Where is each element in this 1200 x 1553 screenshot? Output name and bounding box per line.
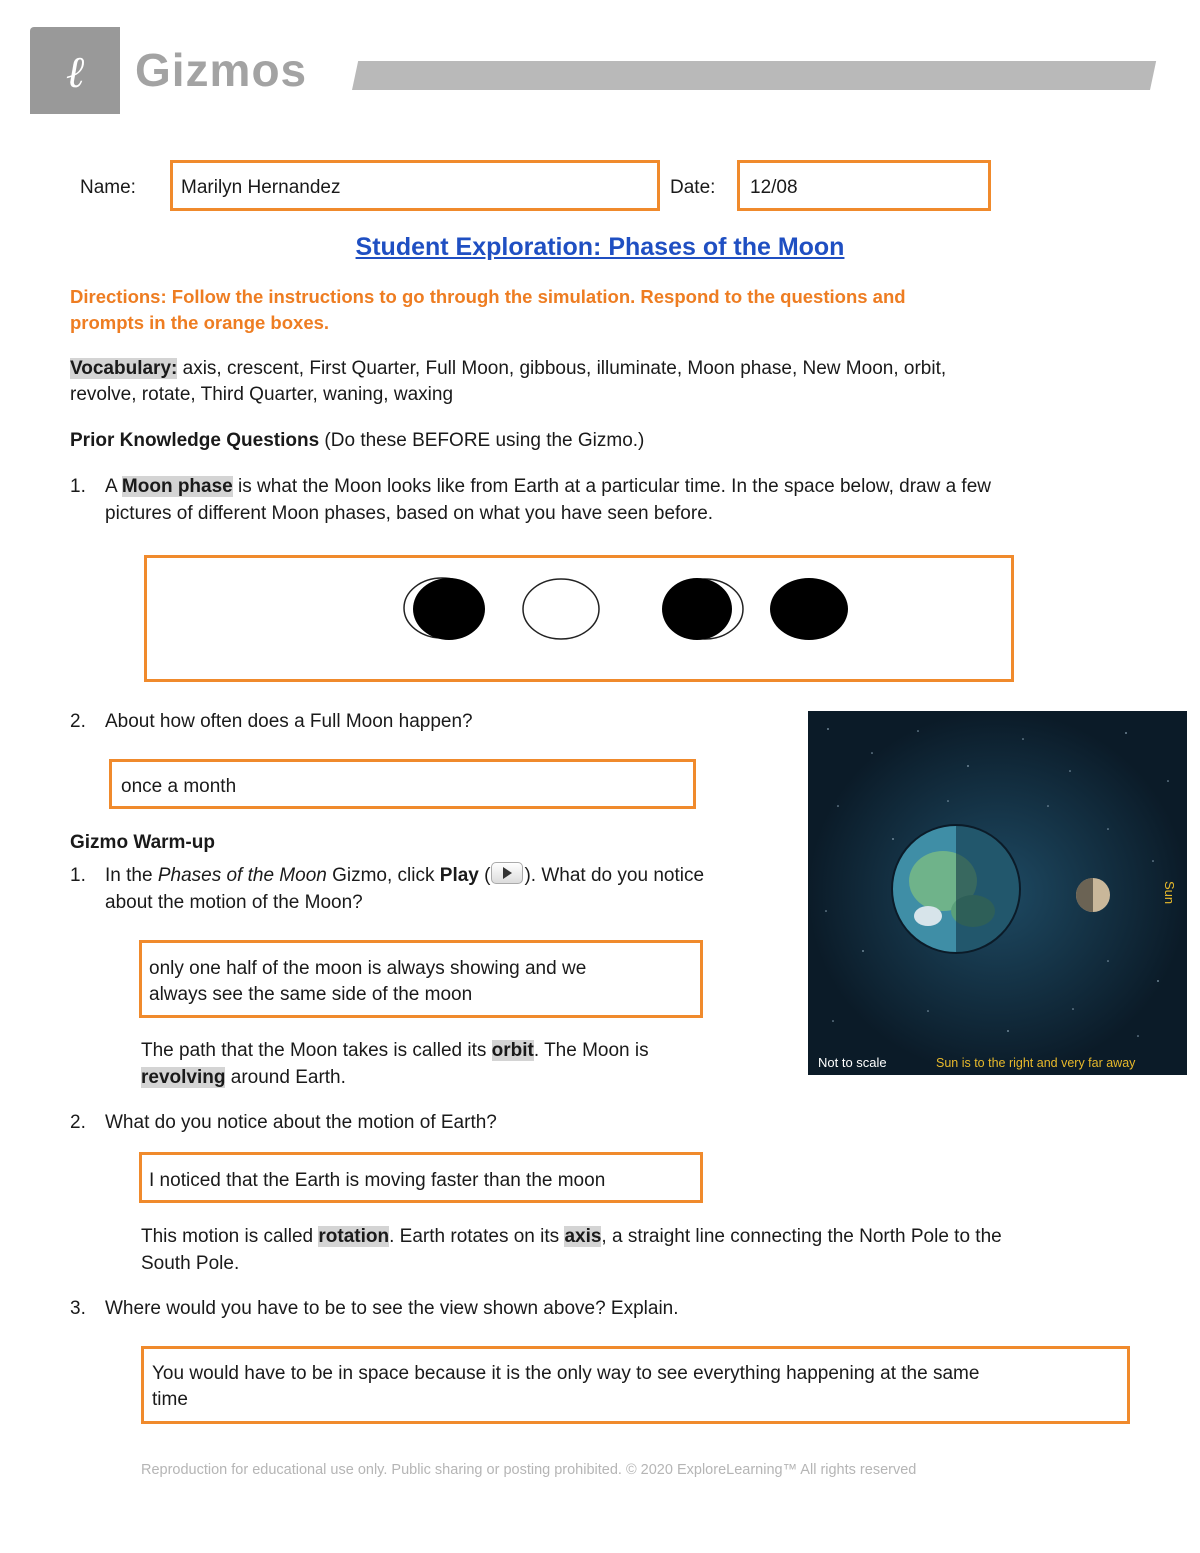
- logo-glyph: ℓ: [65, 47, 85, 98]
- moon-motion-answer-line-2: always see the same side of the moon: [149, 984, 473, 1005]
- logo-hand-icon: [30, 27, 120, 114]
- moon-motion-answer-line-1: only one half of the moon is always showing and we: [149, 958, 587, 979]
- question-number: 1.: [70, 476, 86, 497]
- directions-line-1: Directions: Follow the instructions to go through the simulation. Respond to the questions and: [70, 286, 906, 307]
- warmup-q3-text: Where would you have to be to see the view shown above? Explain.: [105, 1298, 679, 1319]
- prior-q1-post: is what the Moon looks like from Earth at a particular time. In the space below, draw a few: [232, 476, 991, 497]
- warmup-heading: Gizmo Warm-up: [70, 832, 215, 853]
- view-location-answer-box[interactable]: [141, 1346, 1130, 1424]
- term-revolving: revolving: [141, 1067, 226, 1088]
- date-field[interactable]: [737, 160, 991, 211]
- rotation-info-mid: . Earth rotates on its: [389, 1226, 565, 1247]
- header-bar: [352, 61, 1156, 90]
- orbit-info-pre: The path that the Moon takes is called its: [141, 1040, 492, 1061]
- play-word: Play: [439, 865, 479, 886]
- date-value: 12/08: [750, 177, 798, 198]
- new-moon-drawing: [770, 578, 848, 640]
- gizmos-logo: [30, 27, 120, 114]
- term-orbit: orbit: [491, 1040, 534, 1061]
- full-moon-answer: once a month: [121, 776, 237, 797]
- prior-knowledge-title: Prior Knowledge Questions: [70, 430, 320, 451]
- warmup-q1-line-2: about the motion of the Moon?: [105, 892, 363, 913]
- question-number: 2.: [70, 711, 86, 732]
- play-button-icon: [491, 862, 523, 884]
- prior-q1-line-1: [105, 473, 991, 500]
- waxing-crescent-drawing: [662, 578, 743, 640]
- moon: [1076, 878, 1110, 912]
- orbit-info-post: around Earth.: [225, 1067, 346, 1088]
- moon-drawings: [147, 558, 1011, 679]
- warmup-q1-mid: Gizmo, click: [326, 865, 440, 886]
- term-axis: axis: [564, 1226, 602, 1247]
- term-moon-phase: Moon phase: [121, 476, 233, 497]
- full-moon-drawing: [523, 579, 599, 639]
- gizmo-name: Phases of the Moon: [157, 865, 327, 886]
- waning-crescent-drawing: [404, 578, 485, 640]
- prior-q1-line-2: pictures of different Moon phases, based on what you have seen before.: [105, 503, 714, 524]
- term-rotation: rotation: [318, 1226, 390, 1247]
- warmup-q1-pre: In the: [105, 865, 158, 886]
- view-location-answer-line-2: time: [152, 1389, 188, 1410]
- vocabulary-label: Vocabulary:: [70, 358, 178, 379]
- rotation-info-post: , a straight line connecting the North Pole to the: [601, 1226, 1002, 1247]
- footer-copyright: Reproduction for educational use only. Public sharing or posting prohibited. © 2020 ExploreLearning™ All rights reserved: [141, 1462, 917, 1478]
- question-number: 2.: [70, 1112, 86, 1133]
- orbit-info-line-2: [141, 1064, 346, 1091]
- rotation-info-line-2: South Pole.: [141, 1253, 240, 1274]
- orbit-info-mid: . The Moon is: [533, 1040, 649, 1061]
- question-number: 1.: [70, 865, 86, 886]
- brand-name: Gizmos: [135, 44, 308, 96]
- prior-knowledge-heading: [70, 427, 644, 454]
- prior-knowledge-note: (Do these BEFORE using the Gizmo.): [319, 430, 645, 451]
- rotation-info-line-1: [141, 1223, 1002, 1250]
- rotation-info-pre: This motion is called: [141, 1226, 319, 1247]
- earth-moon-scene: [808, 711, 1187, 1075]
- warmup-q2-text: What do you notice about the motion of Earth?: [105, 1112, 497, 1133]
- gizmo-simulation-image: [808, 711, 1187, 1075]
- name-value: Marilyn Hernandez: [181, 177, 341, 198]
- sun-note-label: Sun is to the right and very far away: [936, 1056, 1136, 1070]
- full-moon-answer-box[interactable]: [109, 759, 696, 809]
- orbit-info-line-1: [141, 1037, 649, 1064]
- earth-motion-answer-box[interactable]: [139, 1152, 703, 1203]
- vocabulary-line-2: revolve, rotate, Third Quarter, waning, waxing: [70, 384, 454, 405]
- page-title: Student Exploration: Phases of the Moon: [355, 233, 845, 261]
- moon-drawing-box[interactable]: [144, 555, 1014, 682]
- question-number: 3.: [70, 1298, 86, 1319]
- vocabulary-terms-1: axis, crescent, First Quarter, Full Moon, gibbous, illuminate, Moon phase, New Moon, orbit,: [177, 358, 947, 379]
- name-label: Name:: [80, 177, 136, 198]
- warmup-q1-paren: (: [478, 865, 491, 886]
- prior-q1-pre: A: [105, 476, 122, 497]
- view-location-answer-line-1: You would have to be in space because it is the only way to see everything happening at the same: [152, 1363, 980, 1384]
- date-label: Date:: [670, 177, 716, 198]
- vocabulary-line-1: [70, 355, 946, 382]
- warmup-q1-line-1: [105, 862, 704, 889]
- not-to-scale-label: Not to scale: [818, 1055, 887, 1070]
- warmup-q1-post: ). What do you notice: [524, 865, 705, 886]
- name-field[interactable]: [170, 160, 660, 211]
- earth: [892, 825, 1020, 953]
- prior-q2-text: About how often does a Full Moon happen?: [105, 711, 473, 732]
- moon-motion-answer-box[interactable]: [139, 940, 703, 1018]
- directions-line-2: prompts in the orange boxes.: [70, 312, 330, 333]
- sun-label: Sun: [1162, 881, 1177, 905]
- earth-motion-answer: I noticed that the Earth is moving faster than the moon: [149, 1170, 606, 1191]
